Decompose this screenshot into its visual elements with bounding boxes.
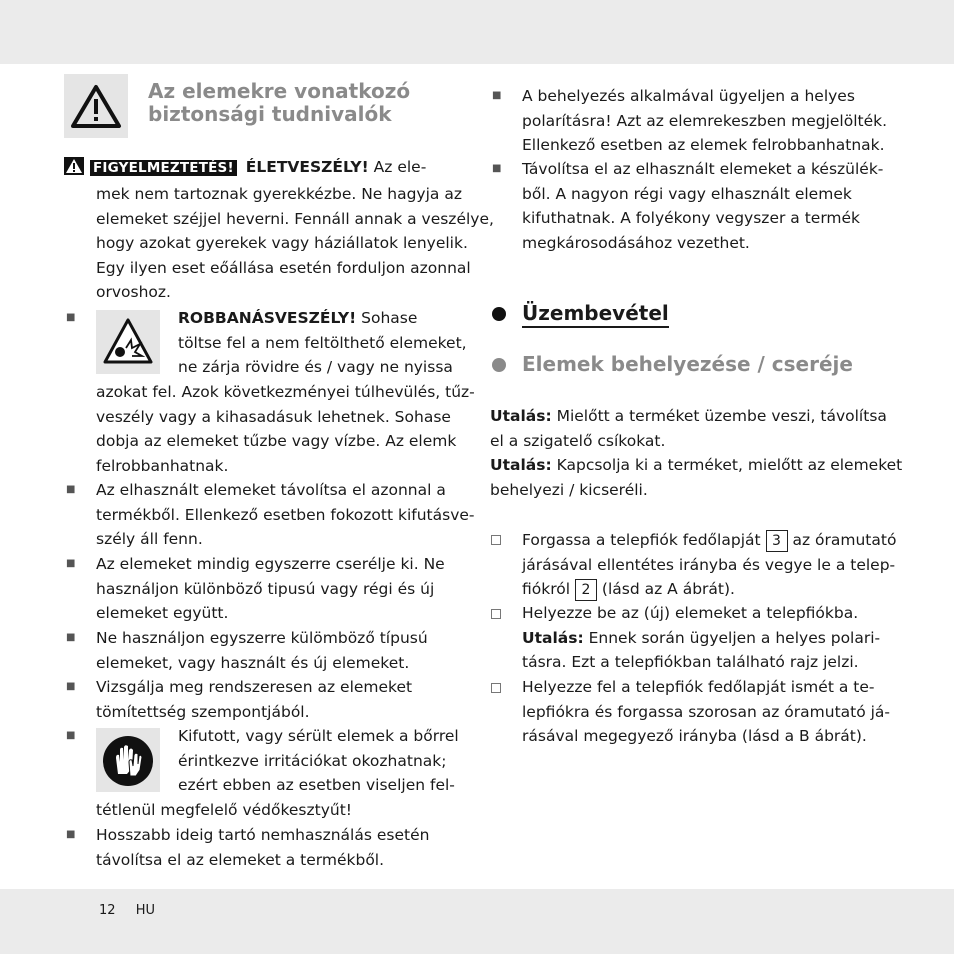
explosion-icon	[96, 310, 160, 374]
ref-number-box: 3	[766, 530, 788, 552]
note-2: Utalás: Kapcsolja ki a terméket, mielőtt az elemeket behelyezi / kicseréli.	[490, 456, 903, 499]
warning-triangle-icon	[64, 74, 128, 138]
small-warning-icon	[64, 157, 84, 175]
subheading-dot-icon	[492, 358, 506, 372]
gloves-text-top: Kifutott, vagy sérült elemek a bőrrel érintkezve irritációkat okozhatnak; ezért ebben az esetben viseljen fel-	[178, 727, 459, 794]
top-band	[0, 0, 954, 64]
warning-text: mek nem tartoznak gyerekkézbe. Ne hagyja az elemeket széjjel heverni. Fennáll annak a veszélye, hogy azokat gyerekek vagy háziállatok lenyelik. Egy ilyen eset eőállása esetén forduljon azonnal orvoshoz.	[96, 185, 494, 301]
list-item: Hosszabb ideig tartó nemhasználás esetén távolítsa el az elemeket a termékből.	[96, 826, 430, 869]
step-1: Forgassa a telepfiók fedőlapját 3 az óramutató járásával ellentétes irányba és vegye le a telep- fiókról 2 (lásd az A ábrát).	[522, 528, 896, 602]
bullet-marker: ■	[66, 730, 76, 741]
life-danger-label: ÉLETVESZÉLY!	[245, 158, 369, 176]
page-footer	[99, 903, 155, 918]
bullet-marker: ■	[66, 312, 76, 323]
explosion-label: ROBBANÁSVESZÉLY!	[178, 309, 357, 327]
bullet-marker: ■	[66, 484, 76, 495]
step-checkbox	[491, 535, 501, 545]
explosion-text-top: ROBBANÁSVESZÉLY! Sohase töltse fel a nem feltölthető elemeket, ne zárja rövidre és / vagy ne nyissa	[178, 309, 467, 376]
step-checkbox	[491, 683, 501, 693]
bullet-marker: ■	[492, 90, 502, 101]
explosion-text-bottom: azokat fel. Azok következményei túlhevülés, tűz- veszély vagy a kihasadásuk lehetnek. Sohase dobja az elemeket tűzbe vagy vízbe. Az elemk felrobbanhatnak.	[96, 383, 475, 475]
section-title: Az elemekre vonatkozó biztonsági tudnivalók	[148, 79, 411, 126]
heading-dot-icon	[492, 307, 506, 321]
step-2: Helyezze be az (új) elemeket a telepfiókba. Utalás: Ennek során ügyeljen a helyes polari- tásra. Ezt a telepfiókban található rajz jelzi.	[522, 604, 881, 671]
bullet-marker: ■	[66, 681, 76, 692]
step-checkbox	[491, 609, 501, 619]
bullet-marker: ■	[492, 163, 502, 174]
warning-label: FIGYELMEZTETÉS!	[90, 160, 237, 176]
bullet-marker: ■	[66, 558, 76, 569]
list-item: Az elhasznált elemeket távolítsa el azonnal a termékből. Ellenkező esetben fokozott kifutásve- szély áll fenn.	[96, 481, 475, 548]
list-item: Az elemeket mindig egyszerre cserélje ki. Ne használjon különböző tipusú vagy régi és új elemeket együtt.	[96, 555, 445, 622]
step-3: Helyezze fel a telepfiók fedőlapját ismét a te- lepfiókra és forgassa szorosan az óramutató já- rásával megegyező irányba (lásd a B ábrát).	[522, 678, 891, 745]
list-item: Vizsgálja meg rendszeresen az elemeket tömítettség szempontjából.	[96, 678, 413, 721]
list-item: Távolítsa el az elhasznált elemeket a készülék- ből. A nagyon régi vagy elhasznált elemek kifuthatnak. A folyékony vegyszer a termék megkárosodásához vezethet.	[522, 160, 884, 252]
gloves-text-bottom: tétlenül megfelelő védőkesztyűt!	[96, 801, 353, 819]
gloves-icon	[96, 728, 160, 792]
bottom-band	[0, 889, 954, 954]
bullet-marker: ■	[66, 632, 76, 643]
language-code: HU	[135, 903, 155, 918]
page-number: 12	[99, 903, 116, 918]
list-item: Ne használjon egyszerre külömböző típusú elemeket, vagy használt és új elemeket.	[96, 629, 428, 672]
heading-main: Üzembevétel	[522, 301, 669, 328]
bullet-marker: ■	[66, 829, 76, 840]
heading-sub: Elemek behelyezése / cseréje	[522, 352, 853, 376]
list-item: A behelyezés alkalmával ügyeljen a helyes polarításra! Azt az elemrekeszben megjelölték. Ellenkező esetben az elemek felrobbanhatnak.	[522, 87, 888, 154]
note-1: Utalás: Mielőtt a terméket üzembe veszi, távolítsa el a szigatelő csíkokat.	[490, 407, 887, 450]
ref-number-box: 2	[575, 579, 597, 601]
warning-first-line: FIGYELMEZTETÉS! ÉLETVESZÉLY! Az ele-	[64, 155, 426, 181]
